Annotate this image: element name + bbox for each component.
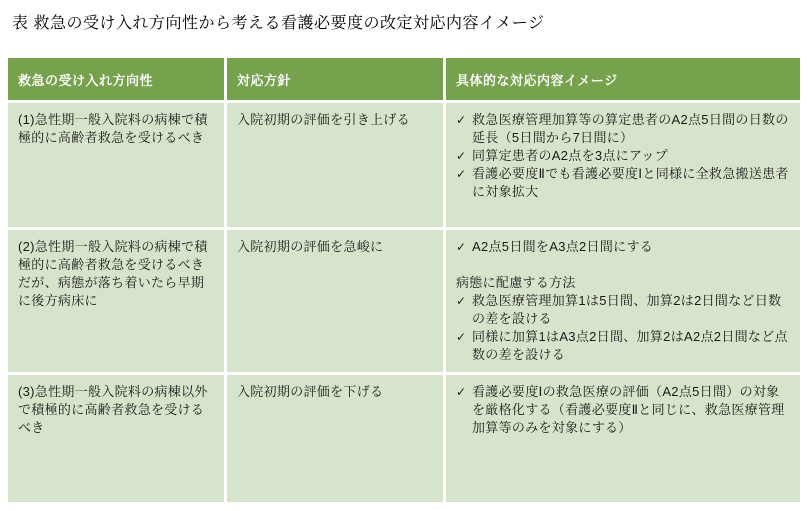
detail-bullet-line: [456, 165, 790, 201]
detail-bullet-line: [456, 292, 790, 328]
check-icon: ✓: [456, 330, 467, 344]
direction-cell: (1)急性期一般入院料の病棟で積極的に高齢者救急を受けるべき: [8, 103, 224, 227]
table-title: 表 救急の受け入れ方向性から考える看護必要度の改定対応内容イメージ: [12, 15, 545, 32]
detail-text: 救急医療管理加算1は5日間、加算2は2日間など日数の差を設ける: [472, 293, 782, 326]
detail-bullet-line: [456, 328, 790, 364]
column-header-3: 具体的な対応内容イメージ: [446, 58, 800, 100]
direction-cell: (2)急性期一般入院料の病棟で積極的に高齢者救急を受けるべきだが、病態が落ち着いたら早期に後方病床に: [8, 230, 224, 372]
details-cell: [446, 230, 800, 372]
detail-text: 病態に配慮する方法: [456, 275, 576, 290]
detail-text: 同算定患者のA2点を3点にアップ: [472, 148, 669, 163]
table-row: [8, 103, 800, 227]
policy-cell: 入院初期の評価を急峻に: [227, 230, 443, 372]
detail-bullet-line: [456, 238, 790, 256]
check-icon: ✓: [456, 167, 467, 181]
detail-text: 看護必要度Ⅱでも看護必要度Ⅰと同様に全救急搬送患者に対象拡大: [472, 166, 789, 199]
check-icon: ✓: [456, 149, 467, 163]
detail-bullet-line: [456, 383, 790, 437]
detail-text: 救急医療管理加算等の算定患者のA2点5日間の日数の延長（5日間から7日間に）: [472, 112, 789, 145]
detail-bullet-line: [456, 147, 790, 165]
direction-cell: (3)急性期一般入院料の病棟以外で積極的に高齢者救急を受けるべき: [8, 375, 224, 502]
detail-spacer: [456, 256, 790, 274]
detail-bullet-line: [456, 111, 790, 147]
table-row: [8, 230, 800, 372]
details-cell: [446, 375, 800, 502]
detail-heading-line: [456, 274, 790, 292]
check-icon: ✓: [456, 294, 467, 308]
check-icon: ✓: [456, 113, 467, 127]
column-header-1: 救急の受け入れ方向性: [8, 58, 224, 100]
detail-text: A2点5日間をA3点2日間にする: [472, 239, 654, 254]
policy-cell: 入院初期の評価を下げる: [227, 375, 443, 502]
detail-text: 同様に加算1はA3点2日間、加算2はA2点2日間など点数の差を設ける: [472, 329, 788, 362]
nursing-necessity-table: [5, 55, 803, 505]
policy-cell: 入院初期の評価を引き上げる: [227, 103, 443, 227]
table-header-row: [8, 58, 800, 100]
table-row: [8, 375, 800, 502]
column-header-2: 対応方針: [227, 58, 443, 100]
check-icon: ✓: [456, 385, 467, 399]
detail-text: 看護必要度Ⅰの救急医療の評価（A2点5日間）の対象を厳格化する（看護必要度Ⅱと同じに、救急医療管理加算等のみを対象にする）: [472, 384, 785, 435]
details-cell: [446, 103, 800, 227]
check-icon: ✓: [456, 240, 467, 254]
